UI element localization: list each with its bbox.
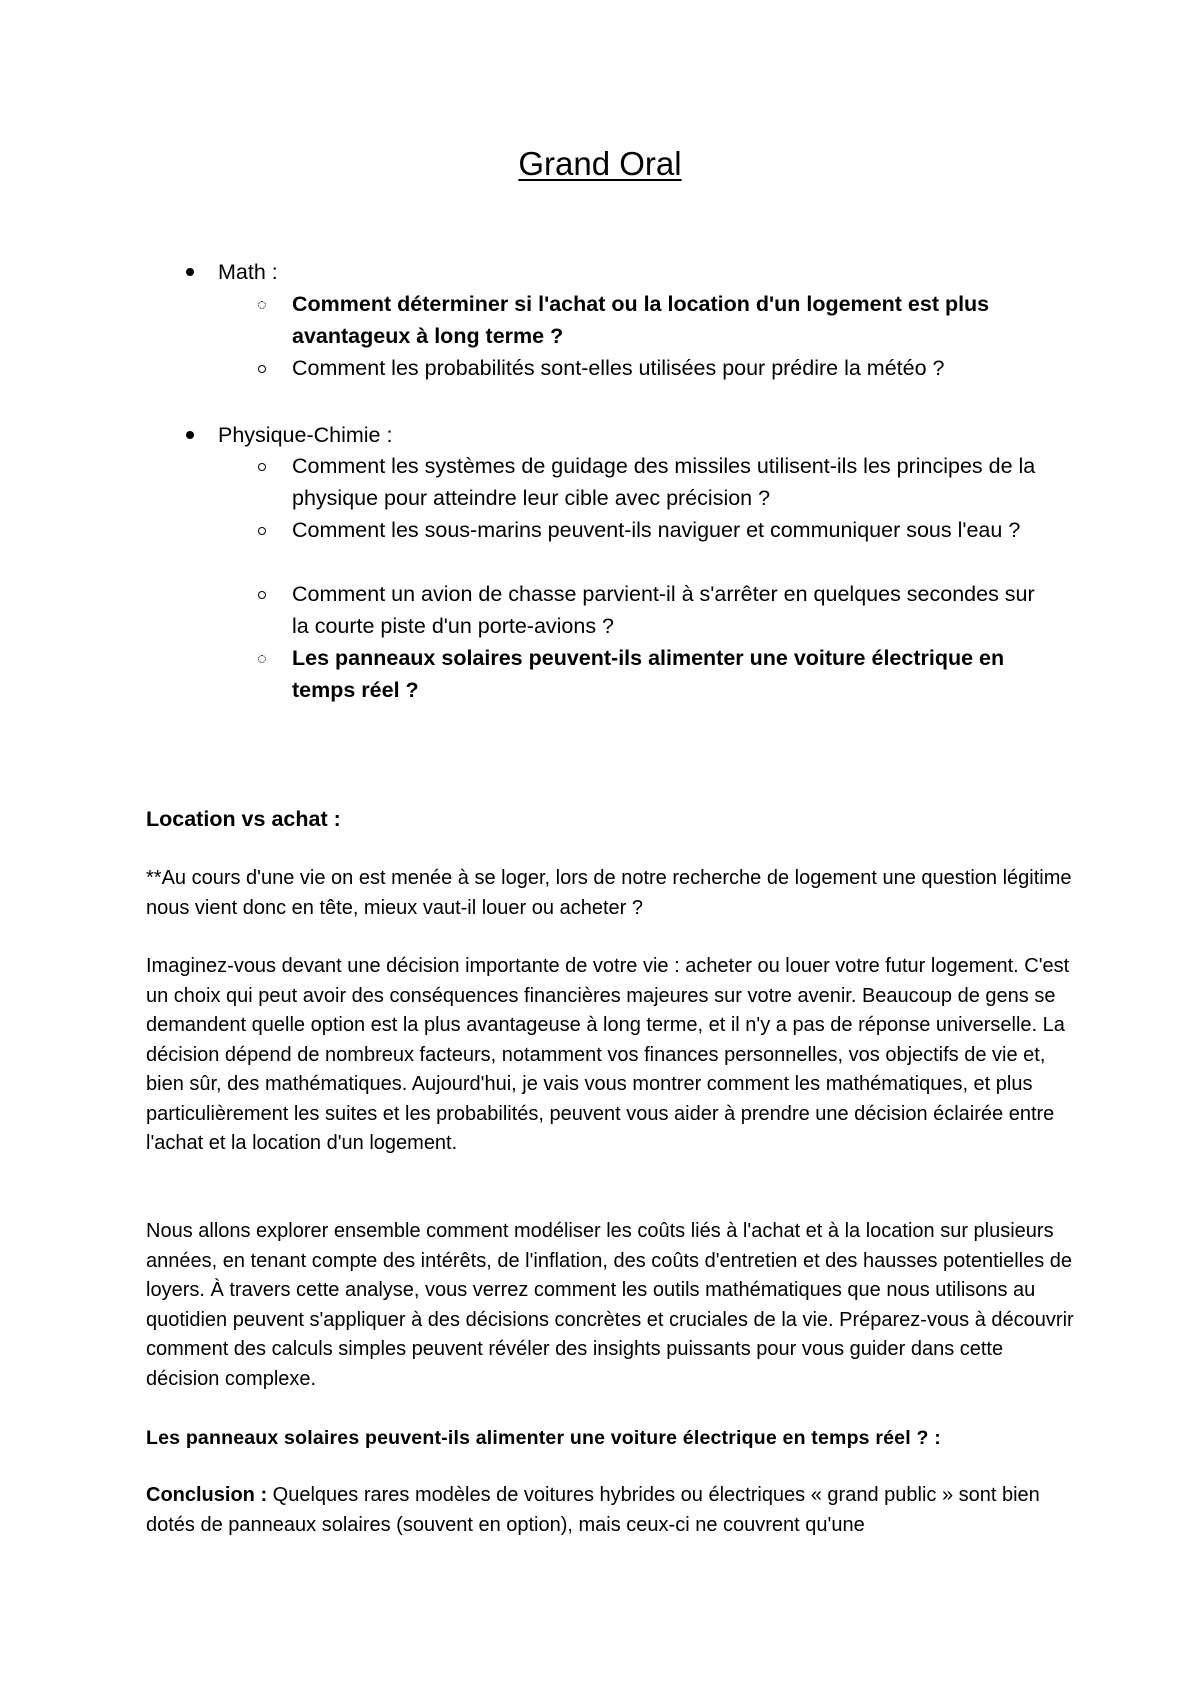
document-title: Grand Oral bbox=[518, 145, 682, 182]
paragraph-imaginez: Imaginez-vous devant une décision importante de votre vie : acheter ou louer votre futur logement. C'est un choix qui peut avoir des conséquences financières majeures sur votre avenir. Beaucoup de gens se demandent quelle option est la plus avantageuse à long terme, et il n'y a pas de réponse universelle. La décision dépend de nombreux facteurs, notamment vos finances personnelles, vos objectifs de vie et, bien sûr, des mathématiques. Aujourd'hui, je vais vous montrer comment les mathématiques, et plus particulièrement les suites et les probabilités, peuvent vous aider à prendre une décision éclairée entre l'achat et la location d'un logement. bbox=[146, 955, 1070, 1154]
circle-bullet-icon bbox=[258, 591, 266, 599]
solar-heading: Les panneaux solaires peuvent-ils alimenter une voiture électrique en temps réel ? : bbox=[146, 1427, 941, 1449]
math-question-1: Comment déterminer si l'achat ou la location d'un logement est plus avantageux à long terme ? bbox=[292, 292, 990, 348]
circle-bullet-icon bbox=[258, 527, 266, 535]
dotted-circle-bullet-icon bbox=[258, 301, 266, 309]
math-question-2: Comment les probabilités sont-elles utilisées pour prédire la météo ? bbox=[292, 356, 945, 380]
section-label-math: Math : bbox=[218, 260, 278, 284]
conclusion-label: Conclusion : bbox=[146, 1484, 268, 1506]
section-label-physique-chimie: Physique-Chimie : bbox=[218, 423, 393, 447]
conclusion-paragraph bbox=[146, 1481, 1076, 1540]
conclusion-text: Quelques rares modèles de voitures hybrides ou électriques « grand public » sont bien dotés de panneaux solaires (souvent en option), mais ceux-ci ne couvrent qu'une bbox=[146, 1484, 1040, 1536]
location-heading: Location vs achat : bbox=[146, 807, 341, 831]
circle-bullet-icon bbox=[258, 365, 266, 373]
paragraph-explorer: Nous allons explorer ensemble comment modéliser les coûts liés à l'achat et à la location sur plusieurs années, en tenant compte des intérêts, de l'inflation, des coûts d'entretien et des hausses potentielles de loyers. À travers cette analyse, vous verrez comment les outils mathématiques que nous utilisons au quotidien peuvent s'appliquer à des décisions concrètes et cruciales de la vie. Préparez-vous à découvrir comment des calculs simples peuvent révéler des insights puissants pour vous guider dans cette décision complexe. bbox=[146, 1220, 1074, 1390]
paragraph-intro: **Au cours d'une vie on est menée à se loger, lors de notre recherche de logement une question légitime nous vient donc en tête, mieux vaut-il louer ou acheter ? bbox=[146, 867, 1072, 919]
bullet-icon bbox=[186, 268, 194, 276]
physics-question-2: Comment les sous-marins peuvent-ils naviguer et communiquer sous l'eau ? bbox=[292, 518, 1021, 542]
circle-bullet-icon bbox=[258, 463, 266, 471]
bullet-icon bbox=[186, 431, 194, 439]
physics-question-1: Comment les systèmes de guidage des missiles utilisent-ils les principes de la physique pour atteindre leur cible avec précision ? bbox=[292, 454, 1036, 510]
physics-question-3: Comment un avion de chasse parvient-il à s'arrêter en quelques secondes sur la courte piste d'un porte-avions ? bbox=[292, 582, 1035, 638]
dotted-circle-bullet-icon bbox=[258, 655, 266, 663]
physics-question-4: Les panneaux solaires peuvent-ils alimenter une voiture électrique en temps réel ? bbox=[292, 646, 1005, 702]
